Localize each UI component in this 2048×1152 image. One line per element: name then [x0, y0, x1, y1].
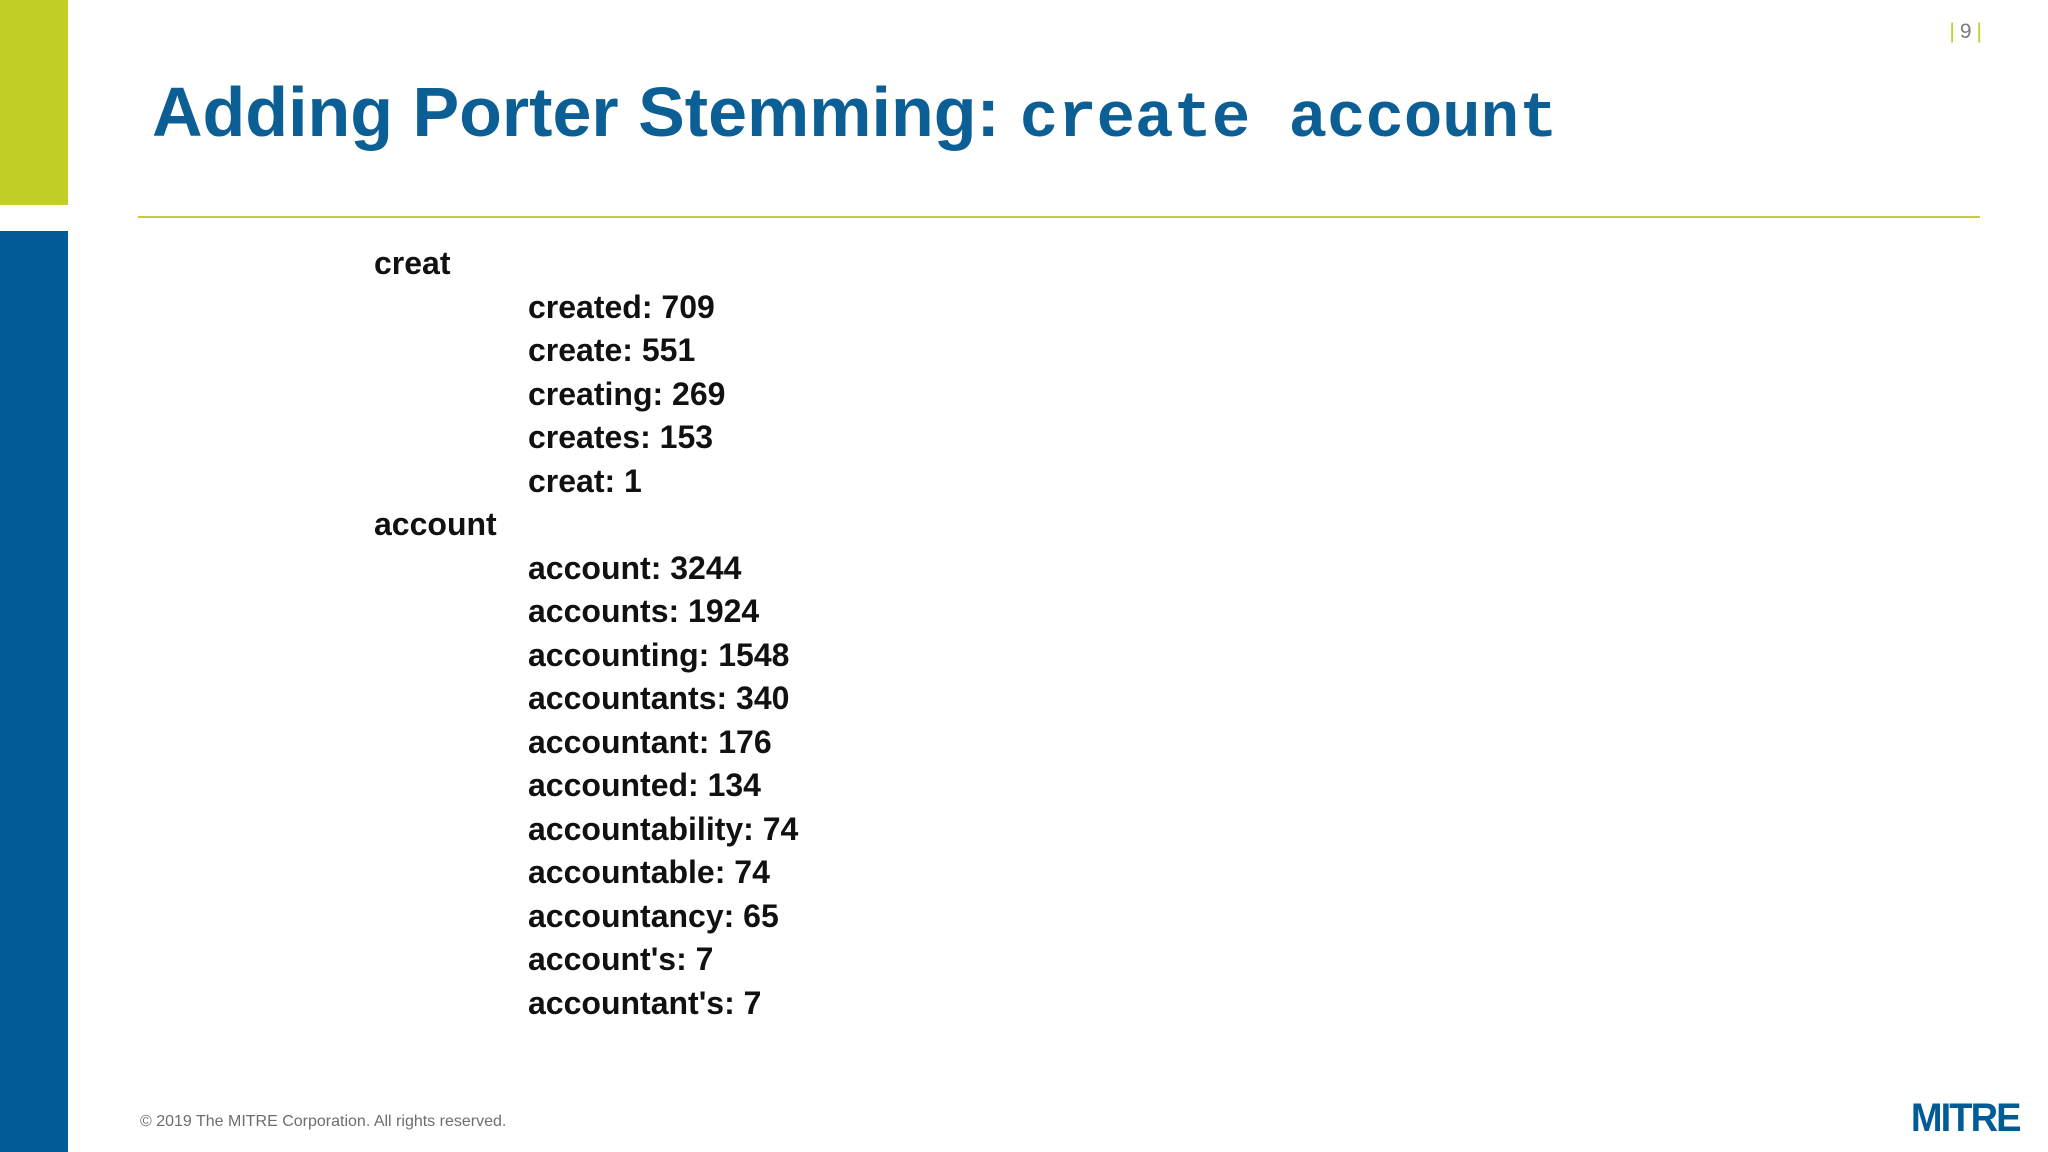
- word-count-item: account's: 7: [528, 941, 714, 977]
- stem-label: creat: [374, 245, 451, 281]
- title-code: create account: [1019, 84, 1558, 156]
- word-count-item: created: 709: [528, 288, 715, 325]
- title-text: Adding Porter Stemming:: [152, 73, 1000, 151]
- accent-bar-green: [0, 0, 68, 205]
- slide-title: [152, 72, 1557, 160]
- stem-label: account: [374, 506, 497, 542]
- word-count-item: accounted: 134: [528, 767, 761, 803]
- page-number-value: 9: [1959, 20, 1972, 43]
- stem-list: [374, 242, 798, 1025]
- word-count-item: creating: 269: [528, 375, 726, 412]
- word-count-item: accountability: 74: [528, 810, 799, 847]
- word-count-item: accounts: 1924: [528, 593, 760, 629]
- mitre-logo: MITRE: [1910, 1096, 2020, 1140]
- accent-bar-blue: [0, 231, 68, 1152]
- word-count-item: accountant: 176: [528, 723, 772, 760]
- word-count-item: accountant's: 7: [528, 984, 762, 1021]
- word-count-item: accountants: 340: [528, 680, 790, 716]
- word-count-item: account: 3244: [528, 549, 742, 586]
- word-count-item: accountancy: 65: [528, 897, 779, 934]
- copyright-footer: © 2019 The MITRE Corporation. All rights reserved.: [140, 1113, 507, 1130]
- title-divider: [138, 216, 1980, 218]
- word-count-item: accountable: 74: [528, 854, 770, 890]
- page-number: | 9 |: [1949, 20, 1982, 43]
- word-count-item: creates: 153: [528, 419, 714, 455]
- word-count-item: accounting: 1548: [528, 636, 790, 673]
- word-count-item: creat: 1: [528, 462, 642, 499]
- word-count-item: create: 551: [528, 332, 696, 368]
